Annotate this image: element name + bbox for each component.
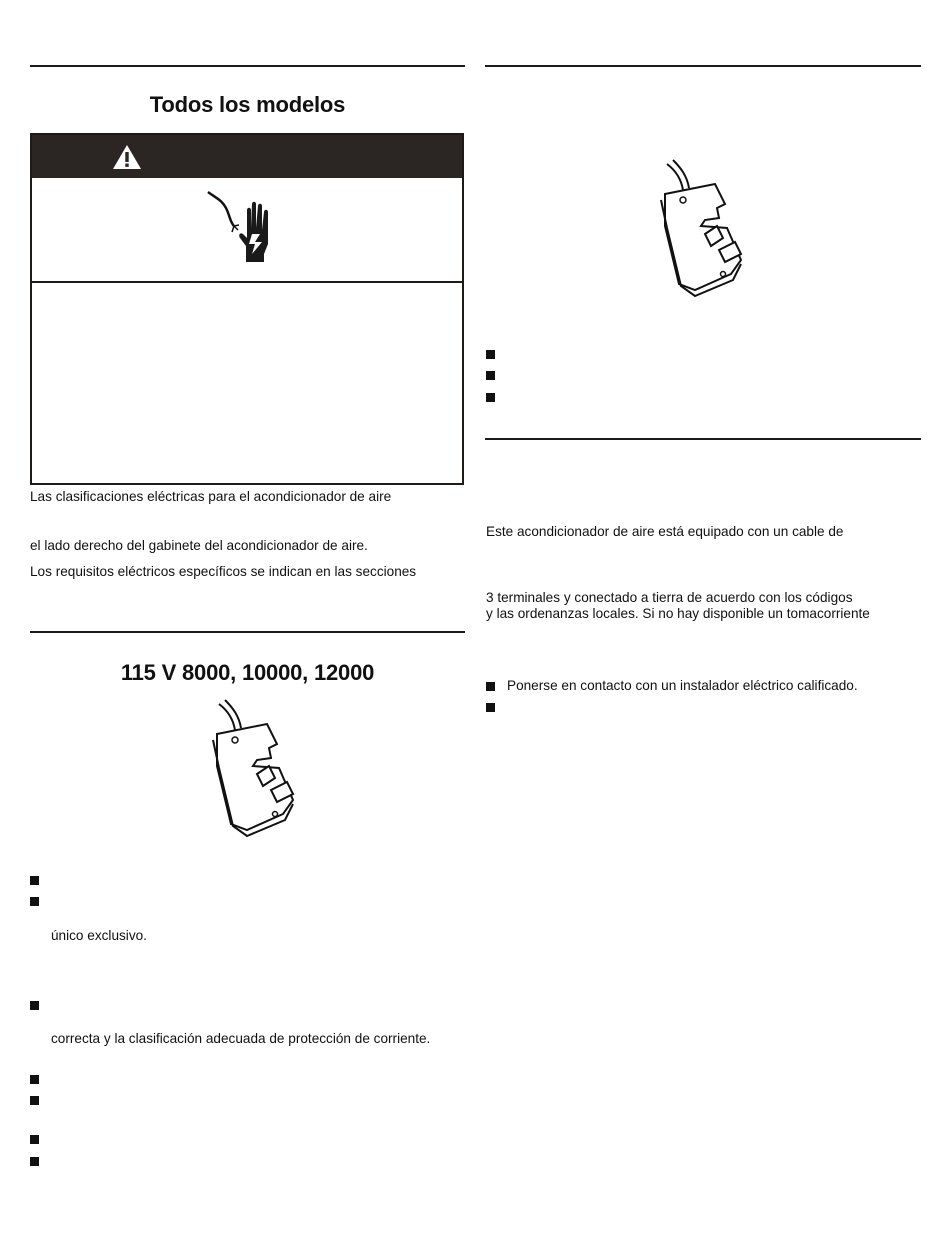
list-bullet — [30, 897, 39, 906]
list-bullet — [486, 393, 495, 402]
list-bullet — [486, 703, 495, 712]
list-bullet — [30, 1135, 39, 1144]
paragraph-line: Este acondicionador de aire está equipado con un cable de — [486, 524, 844, 539]
list-bullet — [30, 1001, 39, 1010]
list-item-text: correcta y la clasificación adecuada de protección de corriente. — [51, 1031, 431, 1046]
section-divider — [30, 65, 465, 67]
warning-triangle-icon — [112, 144, 142, 170]
list-bullet — [486, 350, 495, 359]
list-item-text: Ponerse en contacto con un instalador eléctrico calificado. — [507, 678, 858, 693]
list-bullet — [30, 876, 39, 885]
list-item-text: único exclusivo. — [51, 928, 147, 943]
section-divider — [485, 438, 921, 440]
warning-header-bar — [32, 135, 462, 178]
paragraph-line: Las clasificaciones eléctricas para el acondicionador de aire — [30, 489, 392, 504]
paragraph-line: Los requisitos eléctricos específicos se indican en las secciones — [30, 564, 417, 579]
power-plug-icon — [645, 156, 755, 306]
list-bullet — [30, 1075, 39, 1084]
warning-symbol-area — [32, 178, 462, 283]
section-divider — [485, 65, 921, 67]
section-title: Todos los modelos — [149, 92, 346, 117]
warning-box — [30, 133, 464, 485]
list-bullet — [486, 371, 495, 380]
paragraph-line: 3 terminales y conectado a tierra de acuerdo con los códigos — [486, 590, 853, 605]
power-plug-icon — [197, 696, 307, 846]
electric-shock-hand-icon — [202, 188, 282, 268]
list-bullet — [486, 682, 495, 691]
section-divider — [30, 631, 465, 633]
list-bullet — [30, 1157, 39, 1166]
paragraph-line: el lado derecho del gabinete del acondicionador de aire. — [30, 538, 368, 553]
model-title: 115 V 8000, 10000, 12000 — [120, 660, 375, 685]
list-bullet — [30, 1096, 39, 1105]
paragraph-line: y las ordenanzas locales. Si no hay disponible un tomacorriente — [486, 606, 870, 621]
